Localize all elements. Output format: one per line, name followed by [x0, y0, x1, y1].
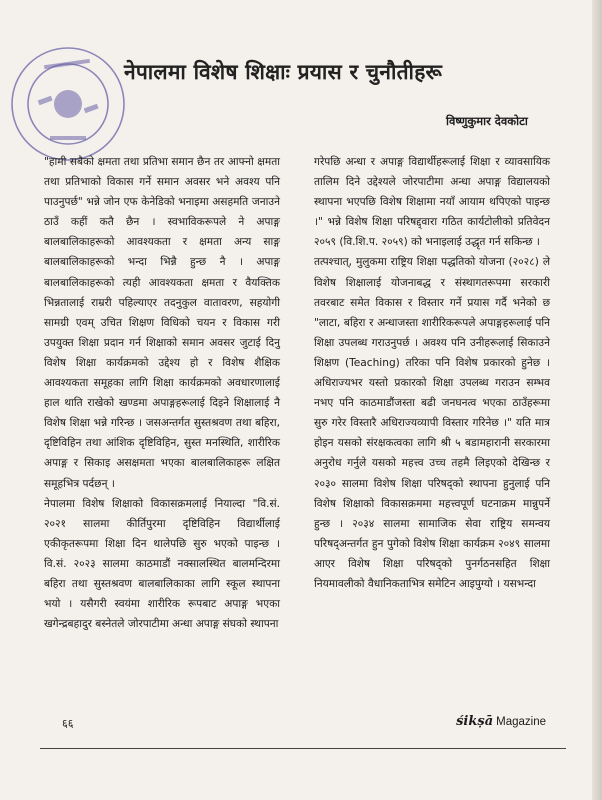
text-column-right	[314, 152, 550, 594]
library-stamp-icon	[4, 40, 132, 168]
page-number: ६६	[62, 717, 74, 730]
page-edge	[592, 0, 602, 800]
footer-rule	[40, 748, 566, 749]
paragraph: तत्पश्चात्, मुलुकमा राष्ट्रिय शिक्षा पद्धतिको योजना (२०२८) ले विशेष शिक्षालाई योजनाबद्ध र संस्थागतरूपमा सरकारी तवरबाट समेत विकास र विस्तार गर्ने प्रयास गर्दै भनेको छ "लाटा, बहिरा र अन्धाजस्ता शारीरिकरूपले अपाङ्गहरूलाई पनि शिक्षा उपलब्ध गराउनुपर्छ । अवश्य पनि उनीहरूलाई सिकाउने शिक्षण (Teaching) तरिका पनि विशेष प्रकारको हुनेछ । अधिराज्यभर यस्तो प्रकारको शिक्षा उपलब्ध गराउन सम्भव नभए पनि काठमाडौंजस्ता बढी जनघनत्व भएका ठाउँहरूमा सुरु गरेर विस्तारै अधिराज्यव्यापी विस्तार गरिनेछ ।" यति मात्र होइन यसको संरक्षकत्वका लागि श्री ५ बडामहारानी सरकारमा अनुरोध गर्नुले यसको महत्त्व उच्च तहमै लिइएको देखिन्छ र २०३० सालमा विशेष शिक्षा परिषद्को स्थापना हुनुलाई पनि विशेष शिक्षाको विकासक्रममा महत्त्वपूर्ण घटनाक्रम मान्नुपर्ने हुन्छ । २०३४ सालमा सामाजिक सेवा राष्ट्रिय समन्वय परिषद्अन्तर्गत हुन पुगेको विशेष शिक्षा कार्यक्रम २०४९ सालमा आएर विशेष शिक्षा परिषद्को पुनर्गठनसहित शिक्षा नियमावलीको वैधानिकताभित्र समेटिन आइपुग्यो । यसभन्दा	[314, 256, 550, 590]
paragraph: नेपालमा विशेष शिक्षाको विकासक्रमलाई नियाल्दा "वि.सं. २०२१ सालमा कीर्तिपुरमा दृष्टिविहिन विद्यार्थीलाई एकीकृतरूपमा शिक्षा दिन थालेपछि सुरु भएको पाइन्छ । वि.सं. २०२३ सालमा काठमाडौं नक्सालस्थित बालमन्दिरमा बहिरा तथा सुस्तश्रवण बालबालिकाका लागि स्कूल स्थापना भयो । यसैगरी स्वयंमा शारीरिक रूपबाट अपाङ्ग भएका खगेन्द्रबहादुर बस्नेतले जोरपाटीमा अन्धा अपाङ्ग संघको स्थापना	[44, 497, 280, 631]
magazine-name-word: Magazine	[496, 716, 546, 728]
magazine-name	[456, 714, 546, 729]
article-title: नेपालमा विशेष शिक्षाः प्रयास र चुनौतीहरू	[124, 60, 443, 84]
text-column-left	[44, 152, 280, 634]
article-author: विष्णुकुमार देवकोटा	[446, 114, 528, 128]
magazine-name-italic: śikṣā	[456, 714, 494, 729]
paragraph: "हामी सबैको क्षमता तथा प्रतिभा समान छैन तर आफ्नो क्षमता तथा प्रतिभाको विकास गर्ने समान अवसर भने अवश्य पनि पाउनुपर्छ" भन्ने जोन एफ केनेडिको भनाइमा असहमति जनाउने ठाउँ कहीं कतै छैन । स्वभाविकरूपले ने अपाङ्ग बालबालिकाहरूको आवश्यकता र क्षमता अन्य साङ्ग बालबालिकाहरूको भन्दा भिन्नै हुन्छ नै । अपाङ्ग बालबालिकाहरूको त्यही आवश्यकता क्षमता र वैयक्तिक भिन्नतालाई राम्ररी पहिल्याएर तदनुकुल वातावरण, सहयोगी सामग्री एवम् उचित शिक्षण विधिको चयन र विकास गरी उपयुक्त शिक्षा प्रदान गर्न शिक्षाको समान अवसर जुटाई दिनु विशेष शिक्षा कार्यक्रमको उद्देश्य हो र विशेष शैक्षिक आवश्यकता समूहका लागि शिक्षा कार्यक्रमको अवधारणालाई हाल थाति राखेको खण्डमा अपाङ्गहरूलाई दिइने शिक्षालाई नै विशेष शिक्षा भन्ने गरिन्छ । जसअन्तर्गत सुस्तश्रवण तथा बहिरा, दृष्टिविहिन तथा आंशिक दृष्टिविहिन, सुस्त मनस्थिति, शारीरिक अपाङ्ग र सिकाइ असक्षमता भएका बालबालिकाहरू लक्षित समूहभित्र पर्दछन् ।	[44, 156, 280, 490]
paragraph: गरेपछि अन्धा र अपाङ्ग विद्यार्थीहरूलाई शिक्षा र व्यावसायिक तालिम दिने उद्देश्यले जोरपाटीमा अन्धा अपाङ्ग विद्यालयको स्थापना भएपछि विशेष शिक्षामा नयाँ आयाम थपिएको पाइन्छ ।" भन्ने विशेष शिक्षा परिषद्द्वारा गठित कार्यटोलीको प्रतिवेदन २०५९ (वि.शि.प. २०५९) को भनाइलाई उद्धृत गर्न सकिन्छ ।	[314, 156, 550, 249]
